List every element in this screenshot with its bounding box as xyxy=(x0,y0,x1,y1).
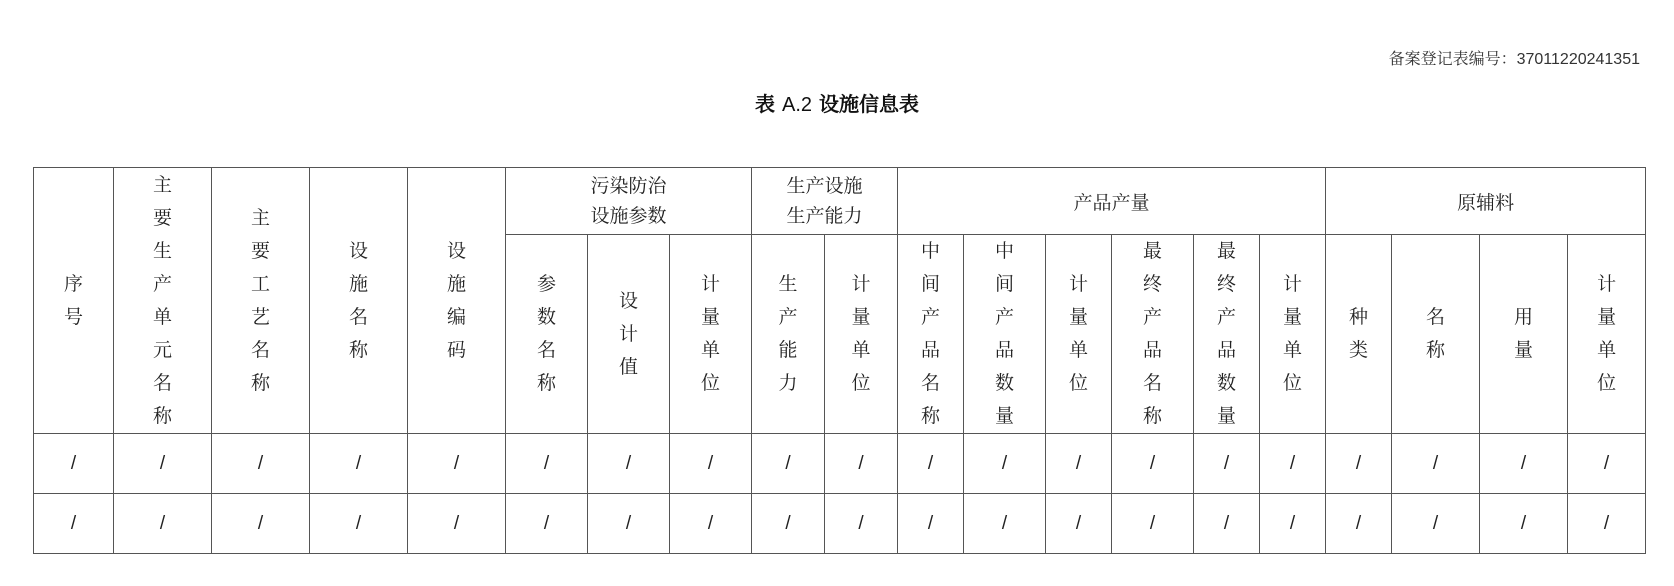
header-material-name: 名 称 xyxy=(1392,235,1480,434)
table-cell: / xyxy=(588,434,670,494)
table-cell: / xyxy=(825,434,898,494)
table-cell: / xyxy=(670,434,752,494)
table-cell: / xyxy=(1326,434,1392,494)
table-cell: / xyxy=(1112,494,1194,554)
header-material-group: 原辅料 xyxy=(1326,168,1646,235)
table-cell: / xyxy=(1568,494,1646,554)
registration-value: 37011220241351 xyxy=(1516,51,1640,68)
table-cell: / xyxy=(506,494,588,554)
table-cell: / xyxy=(1326,494,1392,554)
registration-number xyxy=(1389,46,1640,69)
header-capacity: 生 产 能 力 xyxy=(752,235,825,434)
table-cell: / xyxy=(898,494,964,554)
facility-info-table xyxy=(33,167,1646,554)
table-cell: / xyxy=(1480,434,1568,494)
table-cell: / xyxy=(34,434,114,494)
registration-label: 备案登记表编号： xyxy=(1388,49,1517,68)
table-cell: / xyxy=(310,434,408,494)
header-capacity-unit: 计 量 单 位 xyxy=(825,235,898,434)
table-cell: / xyxy=(1260,494,1326,554)
table-cell: / xyxy=(34,494,114,554)
header-mid-product-qty: 中 间 产 品 数 量 xyxy=(964,235,1046,434)
table-cell: / xyxy=(114,494,212,554)
header-pollution-unit: 计 量 单 位 xyxy=(670,235,752,434)
table-cell: / xyxy=(1392,434,1480,494)
table-cell: / xyxy=(408,434,506,494)
header-final-product-qty: 最 终 产 品 数 量 xyxy=(1194,235,1260,434)
table-cell: / xyxy=(114,434,212,494)
header-process-name: 主 要 工 艺 名 称 xyxy=(212,168,310,434)
table-cell: / xyxy=(1480,494,1568,554)
table-cell: / xyxy=(752,494,825,554)
table-cell: / xyxy=(1112,434,1194,494)
table-row xyxy=(34,434,1646,494)
header-capacity-group: 生产设施 生产能力 xyxy=(752,168,898,235)
header-final-product-name: 最 终 产 品 名 称 xyxy=(1112,235,1194,434)
header-product-group: 产品产量 xyxy=(898,168,1326,235)
title-code: A.2 xyxy=(781,94,813,116)
table-cell: / xyxy=(212,494,310,554)
table-cell: / xyxy=(752,434,825,494)
header-material-type: 种 类 xyxy=(1326,235,1392,434)
table-cell: / xyxy=(1194,434,1260,494)
table-cell: / xyxy=(1260,434,1326,494)
table-cell: / xyxy=(964,434,1046,494)
table-cell: / xyxy=(670,494,752,554)
table-cell: / xyxy=(825,494,898,554)
table-cell: / xyxy=(408,494,506,554)
table-cell: / xyxy=(1392,494,1480,554)
page-title xyxy=(0,88,1674,117)
header-material-amount: 用 量 xyxy=(1480,235,1568,434)
table-cell: / xyxy=(506,434,588,494)
table-cell: / xyxy=(310,494,408,554)
header-mid-product-unit: 计 量 单 位 xyxy=(1046,235,1112,434)
table-cell: / xyxy=(898,434,964,494)
table-cell: / xyxy=(964,494,1046,554)
table-cell: / xyxy=(1194,494,1260,554)
header-pollution-group: 污染防治 设施参数 xyxy=(506,168,752,235)
title-text: 设施信息表 xyxy=(818,92,919,116)
header-seq: 序 号 xyxy=(34,168,114,434)
header-facility-name: 设 施 名 称 xyxy=(310,168,408,434)
title-prefix: 表 xyxy=(755,92,776,116)
header-param-name: 参 数 名 称 xyxy=(506,235,588,434)
table-cell: / xyxy=(1568,434,1646,494)
table-cell: / xyxy=(212,434,310,494)
table-cell: / xyxy=(588,494,670,554)
header-design-value: 设 计 值 xyxy=(588,235,670,434)
header-final-product-unit: 计 量 单 位 xyxy=(1260,235,1326,434)
header-mid-product-name: 中 间 产 品 名 称 xyxy=(898,235,964,434)
table-row xyxy=(34,494,1646,554)
table-cell: / xyxy=(1046,494,1112,554)
header-unit-name: 主 要 生 产 单 元 名 称 xyxy=(114,168,212,434)
header-material-unit: 计 量 单 位 xyxy=(1568,235,1646,434)
header-facility-code: 设 施 编 码 xyxy=(408,168,506,434)
table-cell: / xyxy=(1046,434,1112,494)
